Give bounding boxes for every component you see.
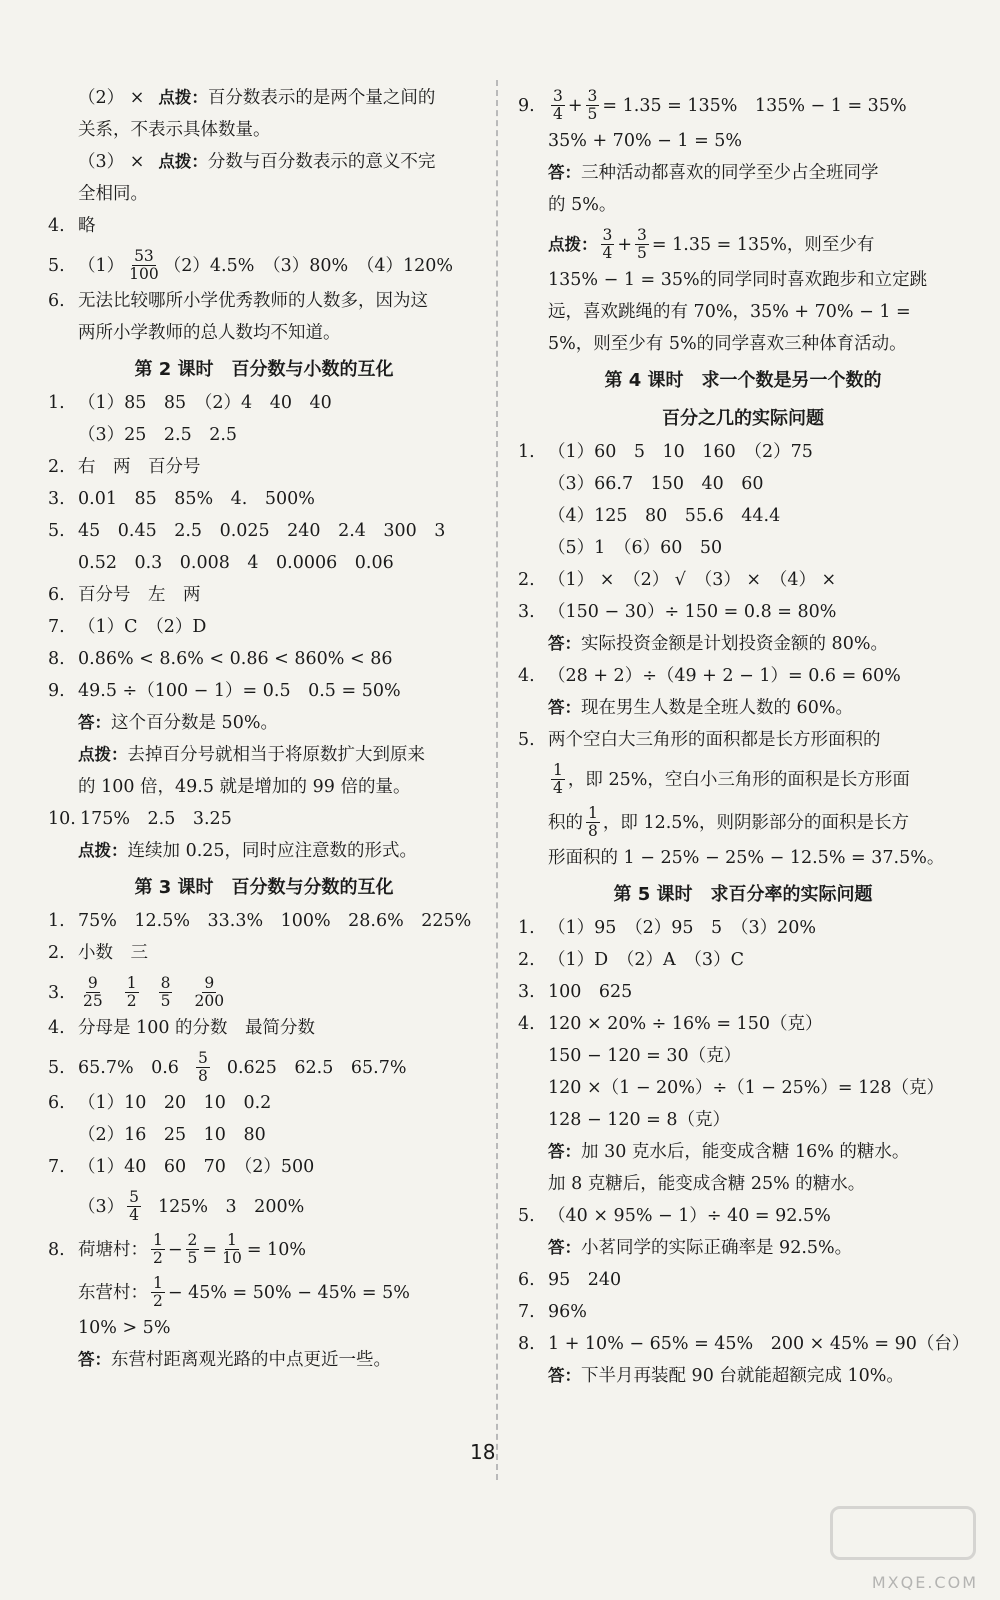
answer-item: 1. （1）95 （2）95 5 （3）20%	[518, 918, 816, 938]
answer-item: 3. （150 − 30）÷ 150 = 0.8 = 80%	[518, 602, 837, 622]
answer-line: （3）25 2.5 2.5	[78, 425, 238, 445]
answer-item: 2. 小数 三	[48, 943, 148, 963]
answer-line: 东营村： $\frac{1}{2}$ − 45% = 50% − 45% = 5%	[78, 1274, 410, 1310]
answer-line: 35% + 70% − 1 = 5%	[548, 131, 743, 151]
answer-item: 6. 95 240	[518, 1270, 622, 1290]
fraction: $\frac{5}{8}$	[197, 1049, 208, 1085]
tip-line: 点拨： 去掉百分号就相当于将原数扩大到原来	[78, 745, 425, 765]
answer-item: 8. 0.86% < 8.6% < 0.86 < 860% < 86	[48, 649, 393, 669]
answer-line: 0.52 0.3 0.008 4 0.0006 0.06	[78, 553, 394, 573]
section-heading: 第 2 课时 百分数与小数的互化	[134, 359, 394, 380]
answer-line: （5）1 （6）60 50	[548, 538, 723, 558]
answer-item: 1. 75% 12.5% 33.3% 100% 28.6% 225%	[48, 911, 472, 931]
answer-item: 3. 100 625	[518, 982, 633, 1002]
fraction: $\frac{2}{5}$	[187, 1231, 198, 1267]
fraction: $\frac{1}{2}$	[126, 974, 137, 1010]
answer-item: 9. $\frac{3}{4}$ + $\frac{3}{5}$ = 1.35 = 135% 135% − 1 = 35%	[518, 87, 907, 123]
answer-item: 3. $\frac{9}{25}$ $\frac{1}{2}$ $\frac{8}{5}$ $\frac{9}{200}$	[48, 974, 225, 1010]
answer-line: （4）125 80 55.6 44.4	[548, 506, 781, 526]
answer-line: 120 ×（1 − 20%）÷（1 − 25%）= 128（克）	[548, 1078, 945, 1098]
answer-line: 两所小学教师的总人数均不知道。	[78, 323, 341, 343]
fraction: $\frac{3}{4}$	[553, 87, 563, 123]
answer-item: 6. 百分号 左 两	[48, 585, 201, 605]
answer-line: 形面积的 1 − 25% − 25% − 12.5% = 37.5%。	[548, 848, 945, 868]
answer-item: 6. （1）10 20 10 0.2	[48, 1093, 272, 1113]
answer-item: 5. （1） $\frac{53}{100}$ （2）4.5% （3）80% （4）120%	[48, 247, 454, 283]
answer-line: 积的 $\frac{1}{8}$ ，即 12.5%，则阴影部分的面积是长方	[548, 804, 910, 840]
fraction: $\frac{3}{5}$	[637, 226, 647, 262]
column-divider	[496, 80, 498, 1480]
answer-line: 10% > 5%	[78, 1318, 171, 1338]
section-heading: 第 3 课时 百分数与分数的互化	[134, 877, 394, 898]
fraction: $\frac{8}{5}$	[160, 974, 171, 1010]
answer-line: 答： 加 30 克水后，能变成含糖 16% 的糖水。	[548, 1142, 910, 1162]
answer-line: 答： 现在男生人数是全班人数的 60%。	[548, 698, 853, 718]
fraction: $\frac{5}{4}$	[129, 1188, 140, 1224]
answer-item: 4. （28 + 2）÷（49 + 2 − 1）= 0.6 = 60%	[518, 666, 901, 686]
answer-item: 2. 右 两 百分号	[48, 457, 201, 477]
answer-item: 6. 无法比较哪所小学优秀教师的人数多，因为这	[48, 291, 428, 311]
fraction: $\frac{3}{5}$	[587, 87, 598, 123]
fraction: $\frac{3}{4}$	[602, 226, 613, 262]
answer-item: 1. （1）85 85 （2）4 40 40	[48, 393, 332, 413]
answer-item: 7. （1）40 60 70 （2）500	[48, 1157, 315, 1177]
page-number: 18	[470, 1440, 496, 1464]
answer-item: 2. （1） × （2） √ （3） × （4） ×	[518, 570, 837, 590]
answer-item: 4. 120 × 20% ÷ 16% = 150（克）	[518, 1014, 823, 1034]
watermark-url: MXQE.COM	[871, 1573, 978, 1592]
answer-item: 7. （1）C （2）D	[48, 617, 207, 637]
answer-item: 5. 45 0.45 2.5 0.025 240 2.4 300 3	[48, 521, 446, 541]
answer-line: 加 8 克糖后，能变成含糖 25% 的糖水。	[548, 1174, 866, 1194]
section-heading: 第 5 课时 求百分率的实际问题	[613, 884, 873, 905]
answer-item: 9. 49.5 ÷（100 − 1）= 0.5 0.5 = 50%	[48, 681, 401, 701]
answer-line: 的 5%。	[548, 195, 617, 215]
tip-line: 135% − 1 = 35%的同学同时喜欢跑步和立定跳	[548, 270, 928, 290]
answer-item: 3. 0.01 85 85% 4. 500%	[48, 489, 315, 509]
answer-line: （2）16 25 10 80	[78, 1125, 266, 1145]
answer-line: （3）66.7 150 40 60	[548, 474, 764, 494]
answer-item: 5. （40 × 95% − 1）÷ 40 = 92.5%	[518, 1206, 831, 1226]
fraction: $\frac{1}{2}$	[153, 1274, 163, 1310]
answer-line: $\frac{1}{4}$ ，即 25%，空白小三角形的面积是长方形面	[553, 761, 910, 797]
tip-line: 的 100 倍，49.5 就是增加的 99 倍的量。	[78, 777, 411, 797]
answer-item: 4. 分母是 100 的分数 最简分数	[48, 1018, 316, 1038]
answer-line: 答： 这个百分数是 50%。	[78, 713, 278, 733]
fraction: $\frac{1}{2}$	[153, 1231, 163, 1267]
tip-line: 点拨： $\frac{3}{4}$ + $\frac{3}{5}$ = 1.35 = 135%，则至少有	[548, 226, 875, 262]
answer-line: 128 − 120 = 8（克）	[548, 1110, 731, 1130]
answer-line: （3） $\frac{5}{4}$ 125% 3 200%	[78, 1188, 305, 1224]
answer-line: 答： 实际投资金额是计划投资金额的 80%。	[548, 634, 888, 654]
answer-line: 答： 小茗同学的实际正确率是 92.5%。	[548, 1238, 853, 1258]
right-column	[518, 88, 968, 1398]
answer-line: 答： 东营村距离观光路的中点更近一些。	[78, 1350, 391, 1370]
tip-line: 5%，则至少有 5%的同学喜欢三种体育活动。	[548, 334, 907, 354]
answer-line: 答： 三种活动都喜欢的同学至少占全班同学	[548, 163, 879, 183]
answer-item: 8. 荷塘村： $\frac{1}{2}$ − $\frac{2}{5}$ = $\frac{1}{10}$ = 10%	[48, 1231, 306, 1267]
watermark-logo	[830, 1506, 976, 1560]
answer-line: 全相同。	[78, 184, 148, 204]
fraction: $\frac{1}{8}$	[588, 804, 598, 840]
answer-line: 150 − 120 = 30（克）	[548, 1046, 742, 1066]
answer-line: （3） × 点拨： 分数与百分数表示的意义不完	[78, 152, 436, 172]
answer-item: 5. 65.7% 0.6 $\frac{5}{8}$ 0.625 62.5 65.7%	[48, 1049, 407, 1085]
answer-item: 4. 略	[48, 216, 96, 236]
answer-line: 关系，不表示具体数量。	[78, 120, 271, 140]
answer-item: 5. 两个空白大三角形的面积都是长方形面积的	[518, 730, 881, 750]
fraction: $\frac{1}{10}$	[222, 1231, 242, 1267]
answer-line: （2） × 点拨： 百分数表示的是两个量之间的	[78, 88, 436, 108]
answer-line: 答： 下半月再装配 90 台就能超额完成 10%。	[548, 1366, 904, 1386]
fraction: $\frac{53}{100}$	[129, 247, 159, 283]
section-heading: 第 4 课时 求一个数是另一个数的	[604, 370, 882, 391]
answer-item: 1. （1）60 5 10 160 （2）75	[518, 442, 813, 462]
section-heading: 百分之几的实际问题	[662, 408, 824, 429]
answer-item: 2. （1）D （2）A （3）C	[518, 950, 744, 970]
tip-line: 远，喜欢跳绳的有 70%，35% + 70% − 1 =	[548, 302, 911, 322]
answer-item: 7. 96%	[518, 1302, 587, 1322]
fraction: $\frac{9}{25}$	[83, 974, 103, 1010]
answer-item: 8. 1 + 10% − 65% = 45% 200 × 45% = 90（台）	[518, 1334, 970, 1354]
tip-line: 点拨： 连续加 0.25，同时应注意数的形式。	[78, 841, 418, 861]
fraction: $\frac{1}{4}$	[553, 761, 563, 797]
left-column	[48, 88, 480, 1382]
fraction: $\frac{9}{200}$	[194, 974, 225, 1010]
answer-item: 10. 175% 2.5 3.25	[48, 809, 232, 829]
